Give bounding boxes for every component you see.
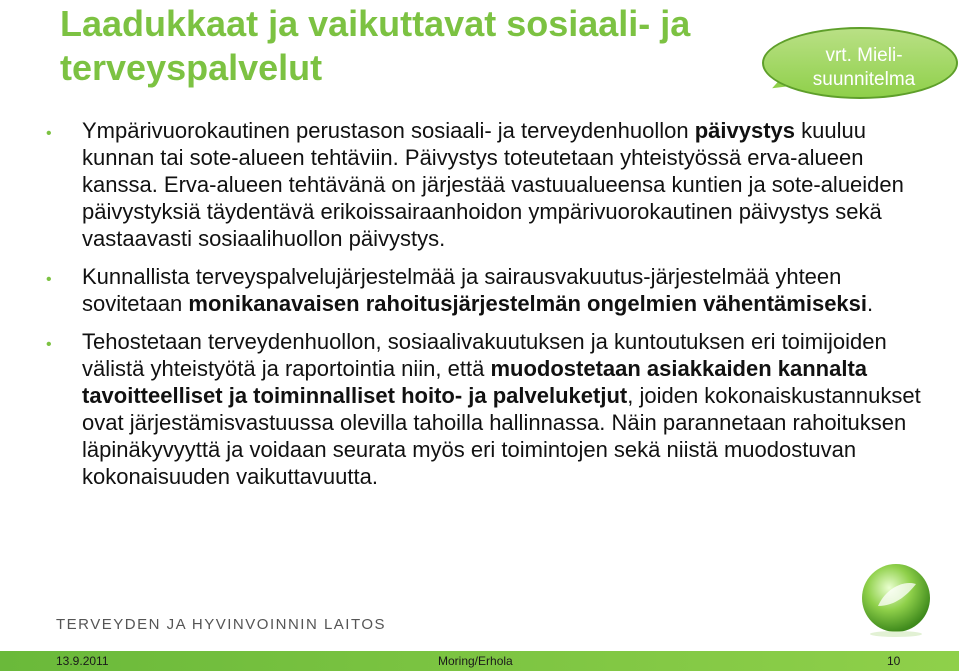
bullet-3-bold: muodostetaan asiakkaiden kannalta tavoitteelliset ja toiminnalliset hoito- ja palveluketjut <box>82 356 868 408</box>
bullet-2-end: . <box>867 291 874 316</box>
bullet-item-2 <box>40 263 940 317</box>
organization-logo-text: TERVEYDEN JA HYVINVOINNIN LAITOS <box>56 616 387 633</box>
bullet-1-text-a: Ympärivuorokautinen perustason sosiaali- ja terveydenhuollon <box>82 118 689 143</box>
bullet-3-text-a: Tehostetaan terveydenhuollon, sosiaalivakuutuksen ja kuntoutuksen eri toimijoiden välistä yhteistyötä ja raportointia niin, että <box>82 329 887 381</box>
bullet-2-bold: monikanavaisen rahoitusjärjestelmän ongelmien vähentämiseksi <box>188 291 868 316</box>
green-orb-logo-icon <box>856 558 936 638</box>
footer-page-number: 10 <box>887 654 901 668</box>
footer-date: 13.9.2011 <box>56 654 109 668</box>
footer-bar <box>0 651 959 671</box>
bullet-icon: • <box>46 271 52 288</box>
bullet-2-text-a: Kunnallista terveyspalvelujärjestelmää ja sairausvakuutus-järjestelmää yhteen sovitetaan <box>82 264 842 316</box>
bullet-icon: • <box>46 125 52 142</box>
bullet-icon: • <box>46 336 52 353</box>
footer-author: Moring/Erhola <box>438 654 513 668</box>
callout-text: vrt. Mieli-suunnitelma <box>812 45 916 90</box>
slide-title: Laadukkaat ja vaikuttavat sosiaali- ja terveyspalvelut <box>60 3 691 88</box>
bullet-3-text-b: , joiden kokonaiskustannukset ovat järjestämisvastuussa olevilla tahoilla hallinnassa. Näin parannetaan rahoituksen läpinäkyvyyttä ja voidaan seurata myös eri toimintojen sekä niistä muodostuvan kokonaisuuden vaikuttavuutta. <box>82 383 921 489</box>
bullet-list <box>40 117 940 501</box>
bullet-1-bold: päivystys <box>694 118 796 143</box>
bullet-item-1 <box>40 117 940 252</box>
bullet-item-3 <box>40 328 940 490</box>
bullet-1-text-b: kuuluu kunnan tai sote-alueen tehtäviin. Päivystys toteutetaan yhteistyössä erva-alueen kanssa. Erva-alueen tehtävänä on järjestää vastuualueensa kuntien ja sote-alueiden päivystyksiä täydentävä erikoissairaanhoidon ympärivuorokautinen päivystys sekä vastaavasti sosiaalihuollon päivystys. <box>82 118 904 251</box>
